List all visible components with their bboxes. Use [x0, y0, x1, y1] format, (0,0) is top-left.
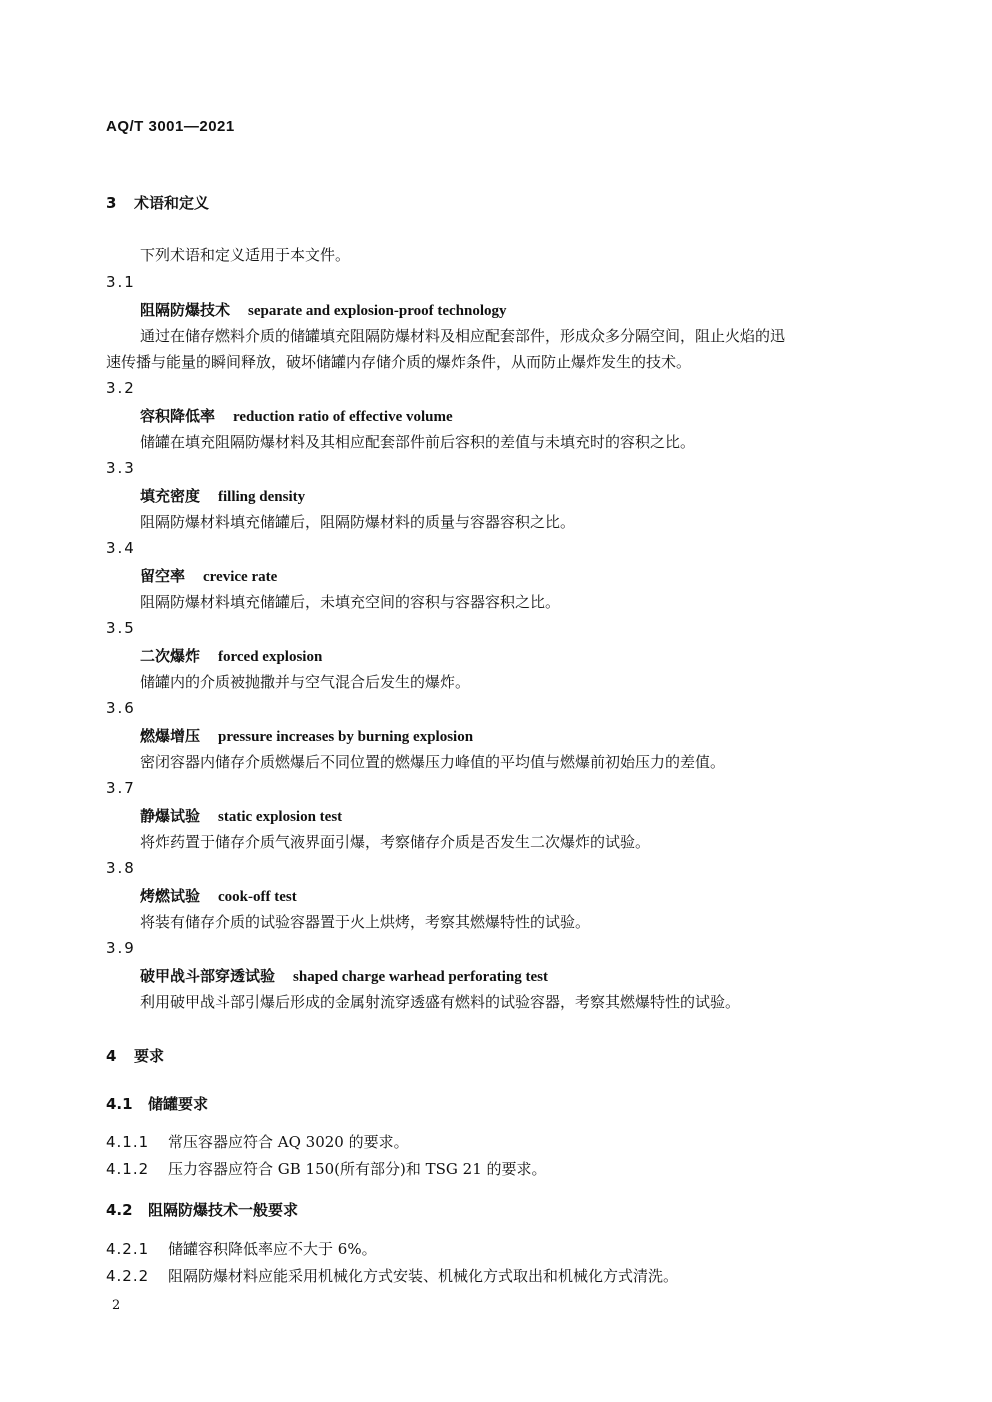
term-number: 3.6: [106, 699, 136, 717]
page-number: 2: [112, 1298, 121, 1313]
section-3-heading: [106, 192, 209, 213]
term-chinese: 破甲战斗部穿透试验: [140, 967, 276, 985]
clause-number: 4.1.1: [106, 1133, 150, 1151]
clause-text: 常压容器应符合 AQ 3020 的要求。: [168, 1133, 409, 1151]
term-definition: 将炸药置于储存介质气液界面引爆，考察储存介质是否发生二次爆炸的试验。: [140, 833, 651, 851]
term-definition: 阻隔防爆材料填充储罐后，未填充空间的容积与容器容积之比。: [140, 593, 561, 611]
clause-text: 储罐容积降低率应不大于 6%。: [168, 1240, 377, 1258]
term-english: forced explosion: [218, 649, 323, 665]
term-definition-cont: 速传播与能量的瞬间释放，破坏储罐内存储介质的爆炸条件，从而防止爆炸发生的技术。: [106, 353, 692, 371]
clause-item: [106, 1131, 409, 1152]
term-english: crevice rate: [203, 569, 278, 585]
term-chinese: 静爆试验: [140, 807, 201, 825]
term-number: 3.1: [106, 273, 136, 291]
term-chinese: 阻隔防爆技术: [140, 301, 231, 319]
term-number: 3.5: [106, 619, 136, 637]
term-number: 3.8: [106, 859, 136, 877]
clause-number: 4.1.2: [106, 1160, 150, 1178]
term-title: [140, 805, 342, 826]
section-4-heading: [106, 1045, 164, 1066]
term-english: separate and explosion-proof technology: [248, 303, 507, 319]
term-title: [140, 885, 297, 906]
clause-number: 4.2.2: [106, 1267, 150, 1285]
term-number: 3.9: [106, 939, 136, 957]
clause-text: 阻隔防爆材料应能采用机械化方式安装、机械化方式取出和机械化方式清洗。: [168, 1267, 679, 1285]
section-title: 要求: [134, 1047, 165, 1065]
term-chinese: 烤燃试验: [140, 887, 201, 905]
clause-number: 4.2.1: [106, 1240, 150, 1258]
term-definition: 密闭容器内储存介质燃爆后不同位置的燃爆压力峰值的平均值与燃爆前初始压力的差值。: [140, 753, 726, 771]
term-title: [140, 965, 548, 986]
term-chinese: 填充密度: [140, 487, 201, 505]
term-number: 3.2: [106, 379, 136, 397]
term-definition: 将装有储存介质的试验容器置于火上烘烤，考察其燃爆特性的试验。: [140, 913, 591, 931]
term-title: [140, 565, 277, 586]
term-number: 3.4: [106, 539, 136, 557]
term-english: cook-off test: [218, 889, 297, 905]
section-number: 4: [106, 1047, 117, 1065]
term-english: shaped charge warhead perforating test: [293, 969, 548, 985]
term-definition: 通过在储存燃料介质的储罐填充阻隔防爆材料及相应配套部件，形成众多分隔空间，阻止火焰的迅: [140, 327, 786, 345]
term-definition: 利用破甲战斗部引爆后形成的金属射流穿透盛有燃料的试验容器，考察其燃爆特性的试验。: [140, 993, 741, 1011]
subsection-4-2-heading: [106, 1199, 298, 1220]
term-english: static explosion test: [218, 809, 343, 825]
clause-item: [106, 1265, 678, 1286]
section-number: 3: [106, 194, 117, 212]
clause-item: [106, 1158, 547, 1179]
term-definition: 储罐在填充阻隔防爆材料及其相应配套部件前后容积的差值与未填充时的容积之比。: [140, 433, 696, 451]
term-title: [140, 725, 473, 746]
term-chinese: 燃爆增压: [140, 727, 201, 745]
clause-item: [106, 1238, 377, 1259]
clause-text: 压力容器应符合 GB 150(所有部分)和 TSG 21 的要求。: [168, 1160, 547, 1178]
subsection-4-1-heading: [106, 1093, 208, 1114]
document-code: AQ/T 3001—2021: [106, 118, 235, 135]
term-chinese: 容积降低率: [140, 407, 216, 425]
subsection-number: 4.1: [106, 1095, 133, 1113]
term-number: 3.7: [106, 779, 136, 797]
term-definition: 储罐内的介质被抛撒并与空气混合后发生的爆炸。: [140, 673, 471, 691]
term-title: [140, 405, 453, 426]
subsection-title: 储罐要求: [148, 1095, 209, 1113]
section-3-intro: 下列术语和定义适用于本文件。: [140, 246, 351, 264]
term-english: filling density: [218, 489, 306, 505]
subsection-number: 4.2: [106, 1201, 133, 1219]
term-number: 3.3: [106, 459, 136, 477]
term-english: pressure increases by burning explosion: [218, 729, 474, 745]
term-title: [140, 485, 305, 506]
term-title: [140, 645, 322, 666]
term-english: reduction ratio of effective volume: [233, 409, 453, 425]
term-title: [140, 299, 507, 320]
section-title: 术语和定义: [134, 194, 210, 212]
term-chinese: 留空率: [140, 567, 186, 585]
subsection-title: 阻隔防爆技术一般要求: [148, 1201, 299, 1219]
term-chinese: 二次爆炸: [140, 647, 201, 665]
term-definition: 阻隔防爆材料填充储罐后，阻隔防爆材料的质量与容器容积之比。: [140, 513, 576, 531]
